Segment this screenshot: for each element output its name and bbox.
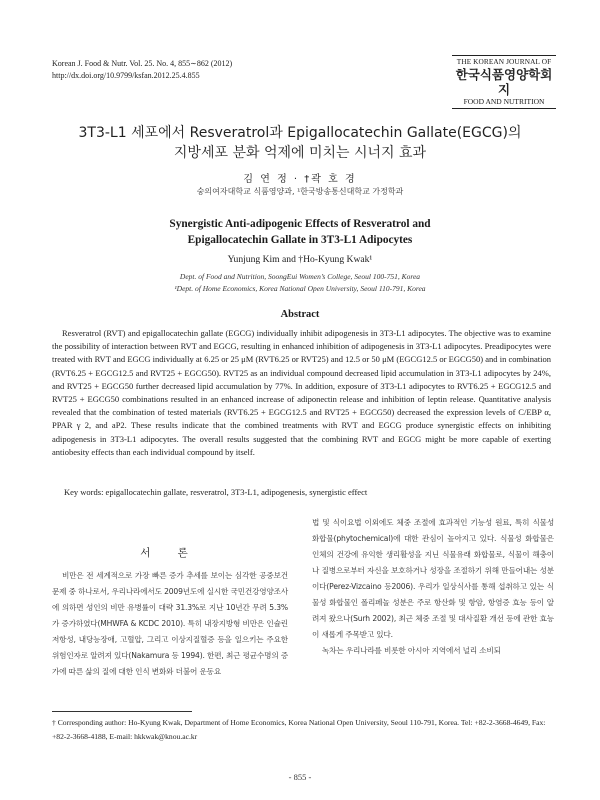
title-en-line2: Epigallocatechin Gallate in 3T3-L1 Adipocytes <box>187 234 413 246</box>
intro-left-text: 비만은 전 세계적으로 가장 빠른 증가 추세를 보이는 심각한 공중보건문제 중 하나로서, 우리나라에서도 2009년도에 실시한 국민건강영양조사에 의하면 성인의 비만 유병률이 대략 31.3%로 지난 10년간 무려 5.3%가 증가하였다(MHWFA & KCDC 2010). 특히 내장지방형 비만은 인슐린 저항성, 내당능장애, 고혈압, 그리고 이상지질혈증 등을 일으키는 주요한 위험인자로 알려져 있다(Nakamura 등 1994). 한편, 최근 평균수명의 증가에 따른 삶의 질에 대한 인식 변화와 더불어 운동요 <box>52 571 288 676</box>
abstract-heading: Abstract <box>280 309 320 320</box>
column-right <box>312 515 554 659</box>
authors-en: Yunjung Kim and †Ho-Kyung Kwak¹ <box>227 254 373 265</box>
intro-paragraph-right <box>312 515 554 659</box>
masthead-rule-top <box>452 55 556 56</box>
title-ko-line2: 지방세포 분화 억제에 미치는 시너지 효과 <box>173 145 427 161</box>
doi-link[interactable]: http://dx.doi.org/10.9799/ksfan.2012.25.4.855 <box>52 71 200 80</box>
masthead-rule-bottom <box>452 108 556 109</box>
title-en-line1: Synergistic Anti-adipogenic Effects of Resveratrol and <box>169 218 431 230</box>
citation-line: Korean J. Food & Nutr. Vol. 25. No. 4, 855∼862 (2012) <box>52 59 233 68</box>
column-left <box>52 545 288 680</box>
keywords: Key words: epigallocatechin gallate, resveratrol, 3T3-L1, adipogenesis, synergistic effect <box>64 487 368 497</box>
authors-ko: 김 연 정 · †곽 호 경 <box>243 174 357 185</box>
footnote-rule <box>52 711 192 712</box>
title-ko-line1: 3T3-L1 세포에서 Resveratrol과 Epigallocatechin Gallate(EGCG)의 <box>78 125 522 141</box>
affiliation-ko: 숭의여자대학교 식품영양과, ¹한국방송통신대학교 가정학과 <box>196 187 404 196</box>
page-number: - 855 - <box>288 772 312 782</box>
journal-masthead <box>452 54 556 110</box>
corresponding-author-footnote: † Corresponding author: Ho-Kyung Kwak, Department of Home Economics, Korea National Open University, Seoul 110-791, Korea. Tel: +82-2-3668-4649, Fax: +82-2-3668-4188, E-mail: hkkwak@knou.ac.kr <box>52 718 546 741</box>
journal-name-en-bottom: FOOD AND NUTRITION <box>463 97 545 106</box>
intro-right-text-1: 법 및 식이요법 이외에도 체중 조절에 효과적인 기능성 원료, 특히 식물성 화합물(phytochemical)에 대한 관심이 높아지고 있다. 식물성 화합물은 인체의 건강에 유익한 생리활성을 지닌 식물유래 화합물로, 식물이 해충이나 질병으로부터 자신을 보호하거나 성장을 조절하기 위해 만들어내는 성분이다(Perez-Vizcaino 등2006). 우리가 일상식사를 통해 섭취하고 있는 식물성 화합물인 폴리페놀 성분은 주로 항산화 및 항암, 항염증 효능 등이 알려져 왔으나(Surh 2002), 최근 체중 조절 및 대사질환 개선 등에 관한 효능이 새롭게 주목받고 있다. <box>312 518 554 639</box>
abstract-body: Resveratrol (RVT) and epigallocatechin gallate (EGCG) individually inhibit adipogenesis in 3T3-L1 adipocytes. The objective was to examine the possibility of interaction between RVT and EGCG, resulting in enhanced inhibition of adipogenesis in 3T3-L1 adipocytes. Preadipocytes were treated with RVT and EGCG individually at 6.25 or 25 μM (RVT6.25 or RVT25) and 12.5 or 50 μM (EGCG12.5 or EGCG50) and in combination (RVT6.25 + EGCG12.5 and RVT25 + EGCG50). RVT25 as an individual compound decreased lipid accumulation in 3T3-L1 adipocytes by 24%, and RVT25 + EGCG50 further decreased lipid accumulation by 77%. In addition, exposure of 3T3-L1 adipocytes to RVT6.25 + EGCG12.5 and RVT25 + EGCG50 combinations resulted in an enhanced increase of adiponectin release and inhibition of leptin release. Quantitative analysis revealed that the combination of tested materials (RVT6.25 + EGCG12.5 and RVT25 + EGCG50) decreased the expression levels of C/EBP α, PPAR γ 2, and aP2. These results indicate that the combined treatments with RVT and EGCG produce synergistic effects on inhibiting adipogenesis in 3T3-L1 adipocytes. The overall results suggested that the combining RVT and EGCG might be more capable of exerting antiobesity effects than each individual compound by itself. <box>52 328 551 457</box>
journal-name-ko: 한국식품영양학회지 <box>455 67 553 97</box>
journal-name-en-top: THE KOREAN JOURNAL OF <box>456 57 552 66</box>
intro-paragraph-left <box>52 568 288 680</box>
affiliation-en-1: Dept. of Food and Nutrition, SoongEui Women’s College, Seoul 100-751, Korea <box>179 272 421 281</box>
affiliation-en-2: ¹Dept. of Home Economics, Korea National Open University, Seoul 110-791, Korea <box>174 284 426 293</box>
citation-header <box>52 58 232 82</box>
section-heading-intro: 서 론 <box>140 547 200 559</box>
intro-right-text-2: 녹차는 우리나라를 비롯한 아시아 지역에서 널리 소비되 <box>322 646 501 655</box>
